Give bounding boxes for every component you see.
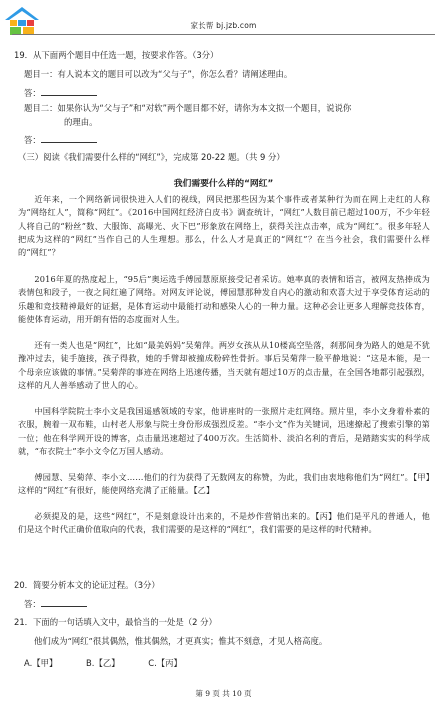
q20-stem: 20．简要分析本文的论证过程。（3分） (14, 580, 160, 590)
q20-answer[interactable] (24, 598, 87, 610)
article-paragraph-3: 还有一类人也是“网红”，比如“最美妈妈”吴菊萍。两岁女孩从从10楼高空坠落，刹那间身为路人的她是不犹豫冲过去，徒手施接，孩子得救，她的手臂却被撞成粉碎性骨折。事后吴菊萍一脸平静地说：“这是本能，是一个母亲应该做的事情。”吴菊萍的事迹在网络上迅速传播，当天就有超过10万的点击量，在全国各地都引起强烈，这样的凡人善举感动了世人的心。 (18, 340, 430, 390)
q19-topic-1: 题目一：有人说本文的题目可以改为“父与子”，你怎么看？请阐述理由。 (24, 69, 293, 79)
article-paragraph-5: 傅园慧、吴菊萍、李小文……他们的行为获得了无数网友的称赞，为此，我们由衷地称他们为“网红”。【甲】这样的“网红”有很好，能使网络充满了正能量。【乙】 (18, 472, 430, 496)
article-paragraph-2: 2016年夏的热度起上，“95后”奥运选手傅园慧原原接受记者采访。她率真的表情和语言，被网友热捧成为表情包和段子，一夜之间红遍了网络。对网友评论说，傅园慧那种发自内心的激动和欢喜大过于享受体育运动的乐趣和竞技精神最好的证据，是体育运动中最能打动和感染人心的一种力量。这种必会让更多人理解竞技体育，能使体育运动，用开朗有悟的态度面对人生。 (18, 274, 430, 324)
q19-stem: 19．从下面两个题目中任选一题，按要求作答。（3分） (14, 50, 219, 60)
q19-answer-1[interactable] (24, 87, 97, 99)
q21-sentence: 他们成为“网红”很其偶然，惟其偶然，才更真实；惟其不刻意，才见人格高度。 (34, 636, 328, 646)
answer-label: 答： (24, 88, 41, 98)
answer-blank[interactable] (41, 87, 97, 96)
page-number: 第 9 页 共 10 页 (195, 689, 252, 698)
q21-stem: 21．下面的一句话填入文中，最恰当的一处是（2 分） (14, 617, 217, 627)
answer-label: 答： (24, 599, 41, 609)
article-paragraph-6: 必须提及的是，这些“网红”，不是刻意设计出来的，不是炒作营销出来的。【丙】他们是平凡的普通人，他们是这个时代正确价值取向的代表，我们需要的是这样的“网红”，我们需要的是这样的时代精神。 (18, 511, 430, 535)
site-name: 家长帮 bj.jzb.com (190, 21, 257, 30)
header-divider (12, 34, 435, 35)
option-c[interactable]: C.【丙】 (148, 658, 182, 668)
option-b[interactable]: B.【乙】 (86, 658, 120, 668)
q19-answer-2[interactable] (24, 134, 97, 146)
page-header (0, 0, 447, 42)
q21-options (24, 657, 208, 669)
section-heading: （三）阅读《我们需要什么样的“网红”》，完成第 20-22 题。（共 9 分） (18, 152, 285, 162)
option-a[interactable]: A.【甲】 (24, 658, 58, 668)
article-paragraph-4: 中国科学院院士李小文是我国遥感领域的专家，他讲座时的一张照片走红网络。照片里，李小文身着朴素的衣服，腕着一双布鞋，山村老人形象与院士身份形成强烈反差。“李小文”作为关键词，迅速撩起了搜索引擎的第一位；他在科学网开设的博客，点击量迅速超过了400万次。生活简朴、淡泊名利的背后，是踏踏实实的科学成就，“布衣院士”李小文令亿万国人感动。 (18, 406, 430, 456)
answer-blank[interactable] (41, 598, 87, 607)
q19-topic-2-line1: 题目二：如果你认为“父与子”和“对软”两个题目都不好，请你为本文拟一个题目，说说你 (24, 103, 352, 113)
answer-blank[interactable] (41, 134, 97, 143)
q19-topic-2-line2: 的理由。 (64, 117, 98, 127)
answer-label: 答： (24, 135, 41, 145)
article-paragraph-1: 近年来，一个网络新词很快进入人们的视线，网民把那些因为某个事件或者某种行为而在网上走红的人称为“网络红人”，简称“网红”。《2016中国网红经济白皮书》调查统计，“网红”人数目前已超过100万，不少年轻人将自己的“粉丝”数、大服饰、高曝光、火下巴”形象放在网络上，获得关注点击率，成为“网红”。很多年轻人把成为这样的“网红”当作自己的人生理想。那么，什么人才是真正的“网红”？在当今社会，我们需要什么样的“网红”？ (18, 194, 430, 258)
article-title: 我们需要什么样的“网红” (173, 179, 274, 189)
